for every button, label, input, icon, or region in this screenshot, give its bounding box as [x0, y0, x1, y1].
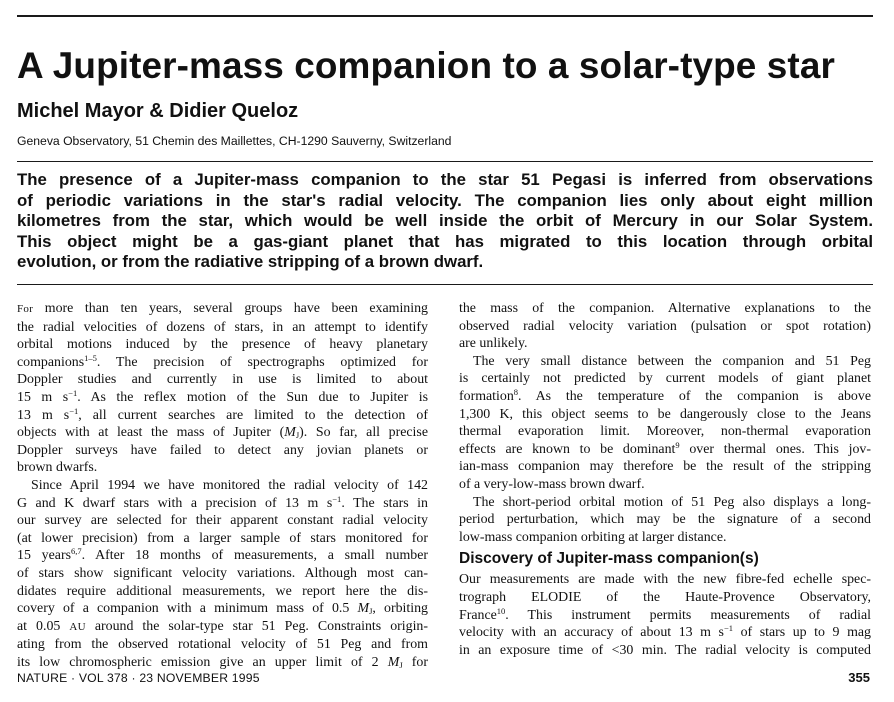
text-line: Our measurements are made with the new fibre-fed echelle spec- — [459, 572, 871, 588]
body-column-right — [459, 300, 871, 659]
text-line: of stars show significant velocity variations. Although most can- — [17, 565, 428, 581]
text-line: low-mass companion orbiting at larger distance. — [459, 529, 727, 545]
text-line: observed radial velocity variation (pulsation or spot rotation) — [459, 318, 871, 334]
reference-marker: 1–5 — [84, 352, 97, 363]
text-line: in an exposure time of <30 min. The radial velocity is computed — [459, 642, 871, 658]
abstract-top-rule — [17, 161, 873, 162]
text-line: of a very-low-mass brown dwarf. — [459, 476, 645, 492]
text-line: Since April 1994 we have monitored the radial velocity of 142 — [31, 477, 428, 493]
reference-marker: 9 — [675, 439, 680, 450]
text-line: covery of a companion with a minimum mass of 0.5 $M_J$, orbiting — [17, 601, 428, 617]
section-heading: Discovery of Jupiter-mass companion(s) — [459, 550, 759, 568]
article-title: A Jupiter-mass companion to a solar-type star — [17, 44, 835, 86]
text-line: its low chromospheric emission give an upper limit of 2 $M_J$ for — [17, 654, 428, 670]
journal-footer: NATURE · VOL 378 · 23 NOVEMBER 1995 — [17, 671, 260, 685]
text-line: The very small distance between the companion and 51 Peg — [473, 353, 871, 369]
reference-marker: 8 — [513, 386, 519, 397]
abstract-line: The presence of a Jupiter-mass companion to the star 51 Pegasi is inferred from observations — [17, 170, 873, 189]
text-line: ian-mass companion may therefore be the result of the stripping — [459, 459, 871, 475]
text-line: The short-period orbital motion of 51 Peg also displays a long- — [473, 494, 871, 510]
abstract-line: evolution, or from the radiative stripping of a brown dwarf. — [17, 252, 484, 271]
text-line: thermal evaporation limit. Moreover, non-thermal evaporation — [459, 424, 871, 440]
text-line: the radial velocities of dozens of stars, in an attempt to identify — [17, 319, 428, 335]
text-line: is certainly not predicted by current models of giant planet — [459, 371, 871, 387]
text-line: companions$^{1-5}$. The precision of spectrographs optimized for — [17, 352, 428, 370]
text-line: 15 m $s^{-1}$. As the reflex motion of the Sun due to Jupiter is — [17, 387, 428, 405]
text-line: are unlikely. — [459, 336, 528, 352]
text-line: formation$^8$. As the temperature of the companion is above — [459, 386, 871, 404]
text-line: orbital motions induced by the presence of heavy planetary — [17, 337, 428, 353]
text-line: 13 m $s^{-1}$, all current searches are limited to the detection of — [17, 405, 428, 423]
text-line: at 0.05 AU around the solar-type star 51 Peg. Constraints origin- — [17, 618, 428, 634]
text-line: 15 years$^{6,7}$. After 18 months of measurements, a small number — [17, 546, 428, 564]
body-column-left — [17, 300, 428, 671]
text-line: effects are known to be dominant$^9$ over thermal ones. This jov- — [459, 439, 871, 457]
text-line: 1,300 K, this object seems to be dangerously close to the Jeans — [459, 406, 871, 422]
text-line: France$^{10}$. This instrument permits measurements of radial — [459, 605, 871, 623]
reference-marker: 6,7 — [71, 546, 82, 557]
author-affiliation: Geneva Observatory, 51 Chemin des Maillettes, CH-1290 Sauverny, Switzerland — [17, 134, 452, 148]
text-line: For more than ten years, several groups have been examining — [17, 301, 428, 316]
dropcap: For — [17, 303, 34, 315]
page-number: 355 — [848, 670, 870, 685]
reference-marker: 10 — [496, 605, 506, 616]
abstract-line: kilometres from the star, which would be well inside the orbit of Mercury in our Solar System. — [17, 211, 873, 230]
author-names: Michel Mayor & Didier Queloz — [17, 100, 299, 122]
abstract-line: This object might be a gas-giant planet that has migrated to this location through orbital — [17, 231, 873, 251]
abstract-line: of periodic variations in the star's radial velocity. The companion lies only about eight million — [17, 190, 873, 210]
text-line: our survey are selected for their apparent constant radial velocity — [17, 513, 428, 529]
text-line: brown dwarfs. — [17, 460, 98, 476]
text-line: Doppler studies and currently in use is limited to about — [17, 372, 428, 388]
top-rule — [17, 15, 873, 17]
text-line: objects with at least the mass of Jupiter $(M_J)$. So far, all precise — [17, 425, 428, 441]
text-line: trograph ELODIE of the Haute-Provence Observatory, — [459, 589, 871, 605]
text-line: period perturbation, which may be the signature of a second — [459, 512, 871, 528]
abstract-bottom-rule — [17, 284, 873, 285]
text-line: the mass of the companion. Alternative explanations to the — [459, 301, 871, 316]
text-line: Doppler surveys have failed to detect any jovian planets or — [17, 442, 428, 458]
text-line: velocity with an accuracy of about 13 m $s^{-1}$ of stars up to 9 mag — [459, 623, 871, 641]
abstract — [17, 170, 873, 273]
text-line: ating from the observed rotational velocity of 51 Peg and from — [17, 637, 428, 653]
text-line: G and K dwarf stars with a precision of 13 m $s^{-1}$. The stars in — [17, 493, 428, 511]
text-line: (at lower precision) from a larger sample of stars monitored for — [17, 530, 428, 546]
text-line: didates require additional measurements, we report here the dis- — [17, 583, 428, 599]
